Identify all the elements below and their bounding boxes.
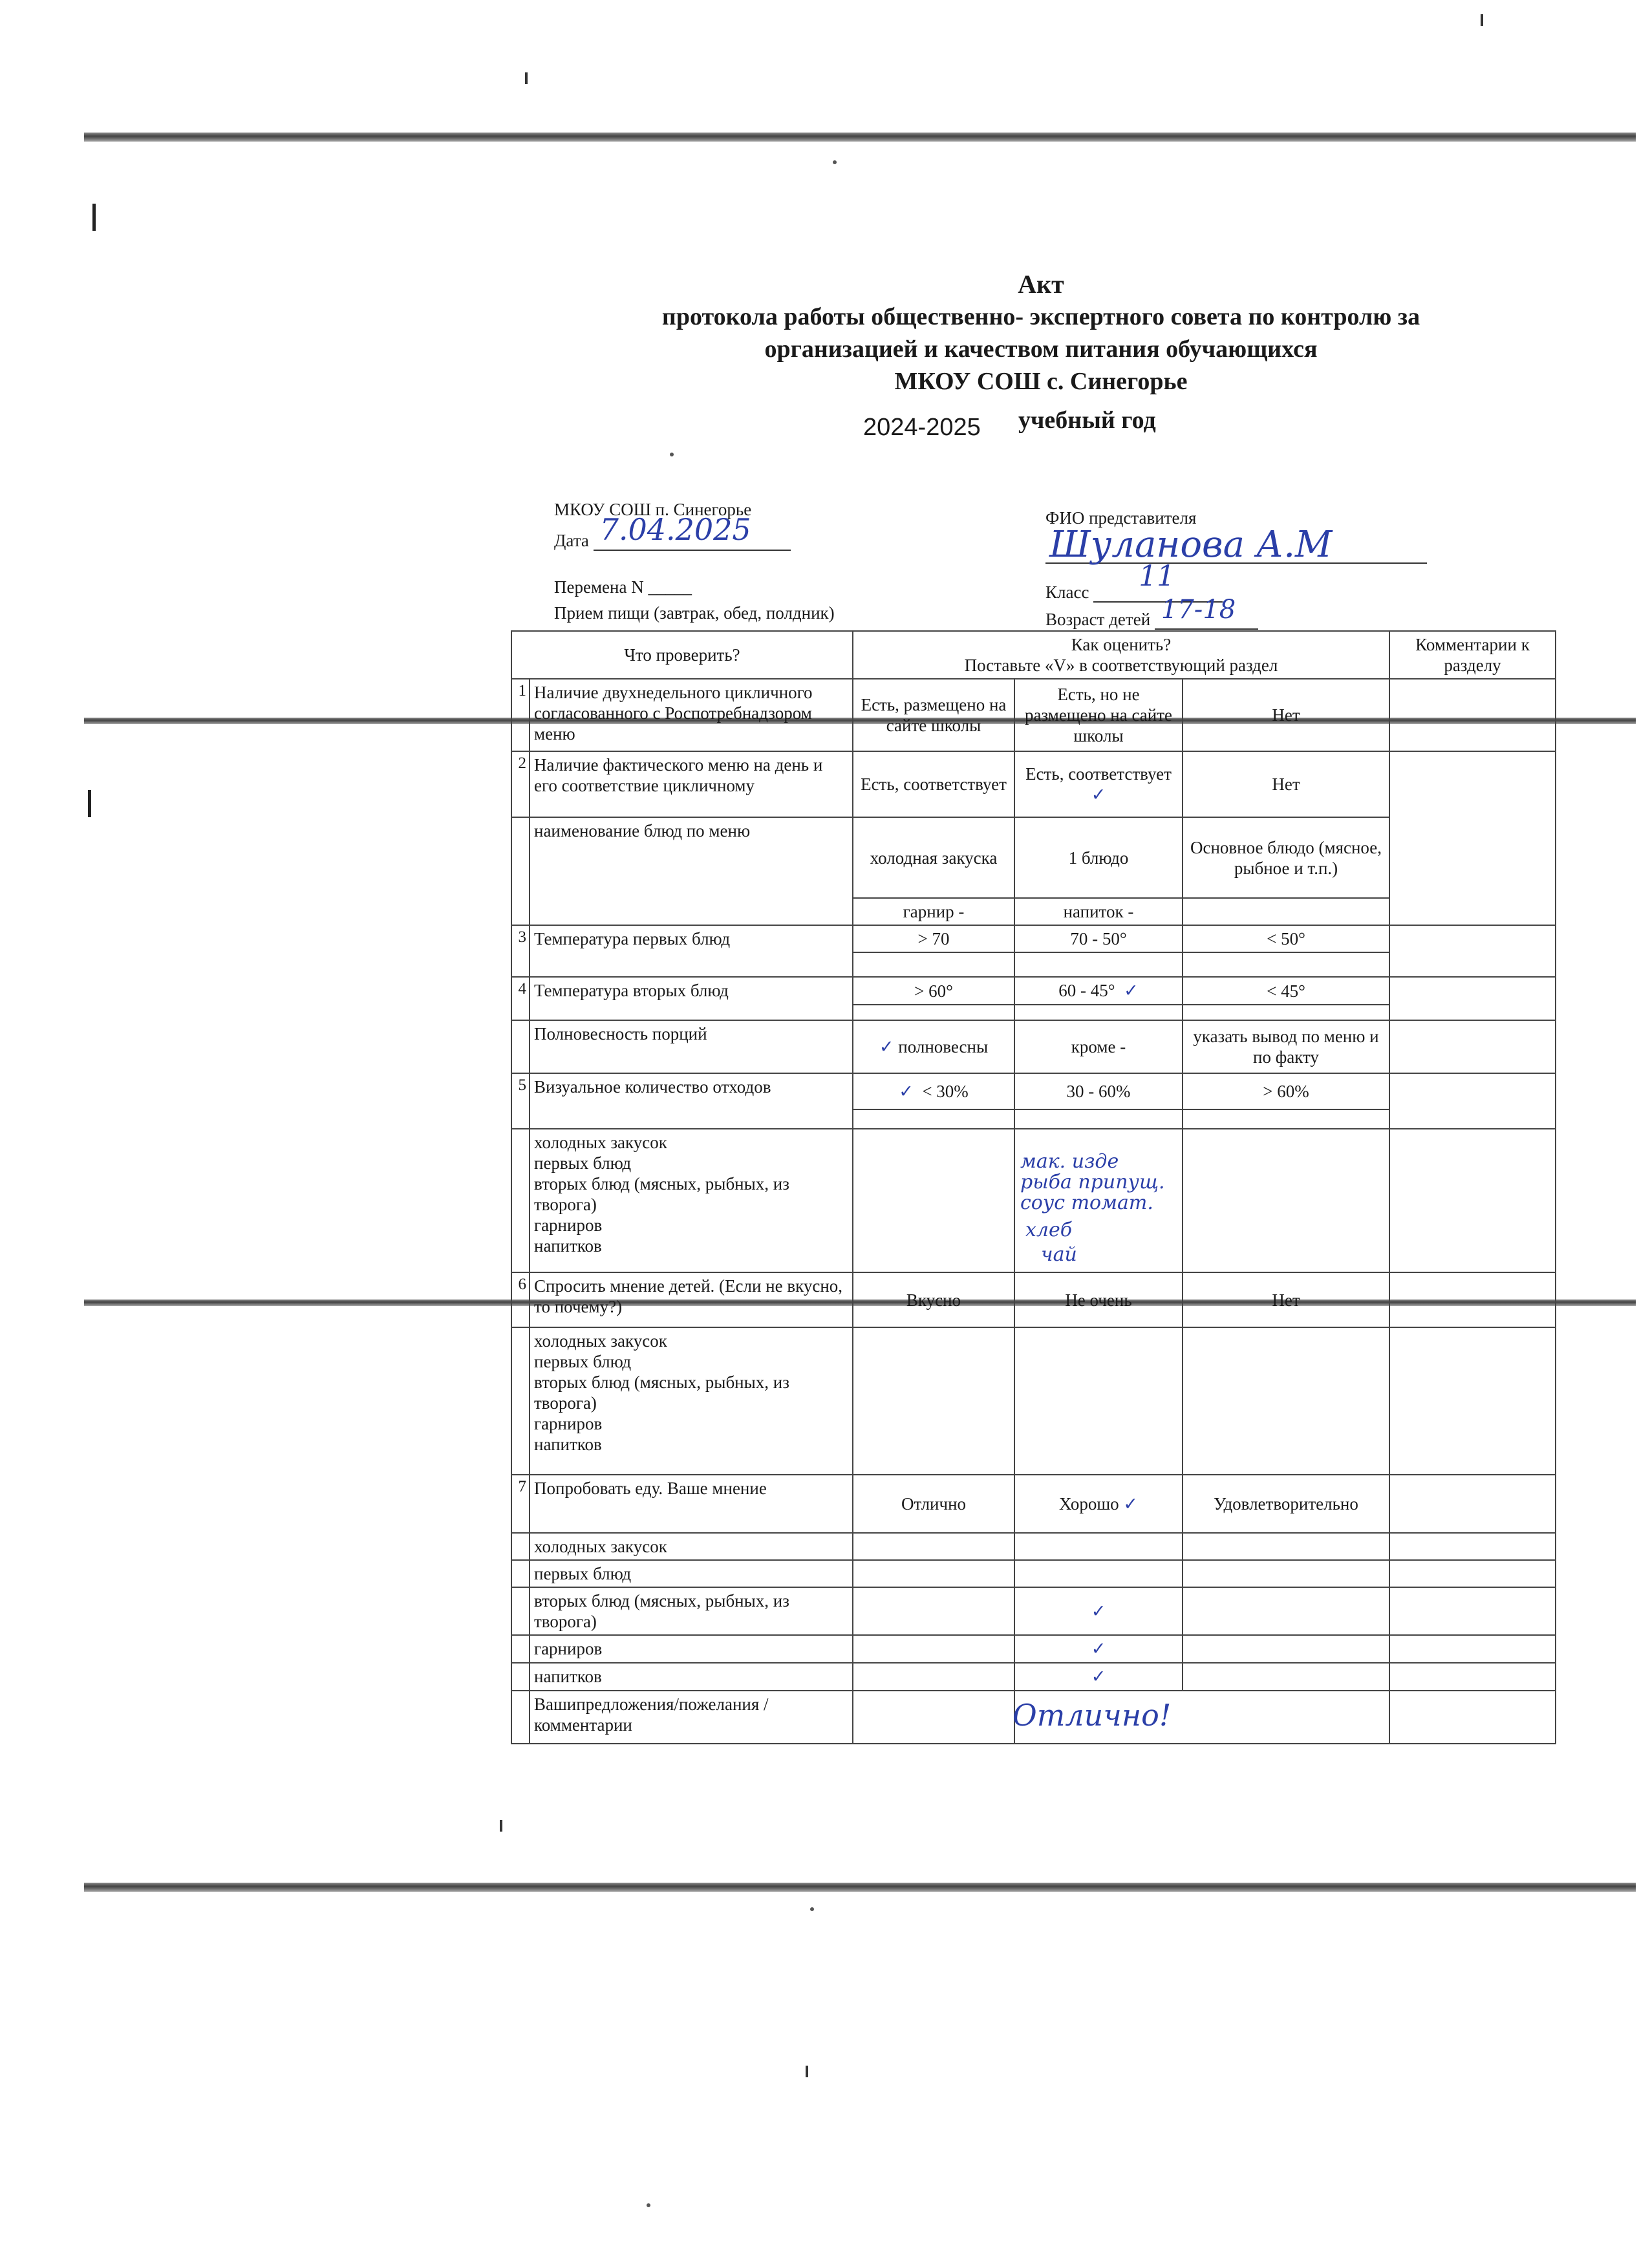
comment-cell — [1389, 1663, 1556, 1691]
row-number: 3 — [511, 925, 530, 977]
dish-label: холодных закусок — [530, 1533, 853, 1560]
dish-label: вторых блюд (мясных, рыбных, из творога) — [534, 1174, 789, 1214]
document-subtitle-2: организацией и качеством питания обучающихся — [764, 336, 1318, 363]
row-label — [530, 1327, 853, 1475]
check-mark: ✓ — [1091, 1601, 1106, 1621]
comment-cell — [1389, 1475, 1556, 1533]
blank-cell — [1014, 1533, 1183, 1560]
row-label: Визуальное количество отходов — [530, 1073, 853, 1129]
option-cell — [1014, 751, 1183, 817]
speck — [1481, 14, 1483, 26]
option-cell: > 60° — [853, 977, 1014, 1005]
row-number — [511, 1327, 530, 1475]
option-cell — [1014, 1475, 1183, 1533]
representative-label: ФИО представителя — [1045, 508, 1197, 528]
row-number — [511, 1020, 530, 1073]
handwritten-notes-cell — [1014, 1129, 1183, 1272]
comment-cell — [1389, 925, 1556, 977]
option-cell — [853, 1020, 1014, 1073]
document-title: Акт — [1018, 270, 1064, 299]
option-cell: Отлично — [853, 1475, 1014, 1533]
option-cell: указать вывод по меню и по факту — [1183, 1020, 1389, 1073]
row-number — [511, 1560, 530, 1587]
comment-cell — [1389, 751, 1556, 925]
row-number: 4 — [511, 977, 530, 1020]
check-mark: ✓ — [1123, 1493, 1138, 1514]
date-value: 7.04.2025 — [599, 512, 751, 547]
speck — [806, 2066, 808, 2077]
dish-label: напитков — [530, 1663, 853, 1691]
blank-cell — [1014, 1005, 1183, 1020]
row-number — [511, 1635, 530, 1663]
blank-cell — [853, 1635, 1014, 1663]
age-value: 17-18 — [1161, 595, 1236, 625]
class-value: 11 — [1139, 560, 1175, 593]
option-cell — [1183, 898, 1389, 925]
dish-label: первых блюд — [534, 1153, 632, 1173]
document-header — [453, 268, 1629, 398]
option-text: Хорошо — [1059, 1493, 1119, 1514]
blank-cell — [1183, 1005, 1389, 1020]
blank-cell — [1014, 952, 1183, 977]
blank-cell — [1183, 1129, 1389, 1272]
school-field-label: МКОУ СОШ п. Синегорье — [554, 500, 752, 519]
speck — [647, 2203, 650, 2207]
option-cell: Вкусно — [853, 1272, 1014, 1327]
dish-label: гарниров — [534, 1414, 603, 1433]
dish-label: вторых блюд (мясных, рыбных, из творога) — [534, 1373, 789, 1413]
comment-cell — [1389, 1691, 1556, 1744]
check-cell — [1014, 1587, 1183, 1635]
row-label: Вашипредложения/пожелания / комментарии — [530, 1691, 853, 1744]
row-label — [530, 1129, 853, 1272]
handwritten-note: чай — [1041, 1243, 1077, 1266]
option-cell: Нет — [1183, 1272, 1389, 1327]
row-number: 2 — [511, 751, 530, 817]
blank-cell — [1183, 1587, 1389, 1635]
header-rate-line1: Как оценить? — [1071, 635, 1172, 654]
comment-cell — [1389, 679, 1556, 751]
comment-cell — [1389, 1327, 1556, 1475]
option-cell — [853, 1073, 1014, 1109]
check-mark: ✓ — [1124, 981, 1139, 1001]
check-mark: ✓ — [1091, 1639, 1106, 1659]
blank-cell — [1014, 1109, 1183, 1129]
blank-cell — [853, 1327, 1014, 1475]
school-name: МКОУ СОШ с. Синегорье — [894, 368, 1188, 395]
speck — [810, 1907, 814, 1911]
dish-label: первых блюд — [534, 1352, 632, 1371]
dish-label: холодных закусок — [534, 1331, 667, 1351]
option-cell: Не очень — [1014, 1272, 1183, 1327]
speck — [88, 790, 91, 817]
row-number — [511, 817, 530, 925]
option-text: < 30% — [922, 1081, 969, 1101]
row-number — [511, 1587, 530, 1635]
check-mark: ✓ — [1091, 784, 1106, 805]
scan-line-bottom — [84, 1883, 1636, 1892]
row-number: 5 — [511, 1073, 530, 1129]
option-cell: Есть, размещено на сайте школы — [853, 679, 1014, 751]
speck — [833, 160, 837, 164]
handwritten-note: мак. изде — [1020, 1150, 1119, 1173]
blank-cell — [1183, 1533, 1389, 1560]
blank-cell — [1183, 1327, 1389, 1475]
row-number: 7 — [511, 1475, 530, 1533]
option-text: Есть, соответствует — [1025, 764, 1172, 784]
school-year: 2024-2025 — [863, 414, 981, 441]
blank-cell — [1183, 1560, 1389, 1587]
blank-cell — [853, 1005, 1014, 1020]
row-label: Наличие фактического меню на день и его соответствие цикличному — [530, 751, 853, 817]
dish-label: напитков — [534, 1236, 602, 1256]
option-cell: > 60% — [1183, 1073, 1389, 1109]
meal-label: Прием пищи (завтрак, обед, полдник) — [554, 603, 835, 623]
blank-cell — [853, 1663, 1014, 1691]
handwritten-note: хлеб — [1025, 1219, 1073, 1241]
comment-cell — [1389, 977, 1556, 1020]
option-cell: 30 - 60% — [1014, 1073, 1183, 1109]
dish-label: холодных закусок — [534, 1133, 667, 1152]
age-field — [1045, 595, 1258, 630]
comment-cell — [1389, 1587, 1556, 1635]
dish-label: вторых блюд (мясных, рыбных, из творога) — [530, 1587, 853, 1635]
comment-cell — [1389, 1560, 1556, 1587]
row-number — [511, 1129, 530, 1272]
blank-cell — [1183, 1635, 1389, 1663]
header-comment: Комментарии к разделу — [1389, 631, 1556, 679]
option-cell: Нет — [1183, 679, 1389, 751]
comment-cell — [1389, 1020, 1556, 1073]
dish-label: гарниров — [534, 1215, 603, 1235]
header-check: Что проверить? — [511, 631, 853, 679]
dish-label: первых блюд — [530, 1560, 853, 1587]
header-rate — [853, 631, 1389, 679]
handwritten-note: соус томат. — [1020, 1192, 1153, 1214]
representative-value: Шуланова А.М — [1049, 524, 1333, 566]
speck — [525, 72, 528, 84]
speck — [92, 204, 96, 231]
row-label: Попробовать еду. Ваше мнение — [530, 1475, 853, 1533]
comment-cell — [1389, 1272, 1556, 1327]
row-number — [511, 1663, 530, 1691]
row-label: Наличие двухнедельного цикличного согласованного с Роспотребнадзором меню — [530, 679, 853, 751]
blank-cell — [1014, 1560, 1183, 1587]
row-label: Спросить мнение детей. (Если не вкусно, то почему?) — [530, 1272, 853, 1327]
check-cell — [1014, 1635, 1183, 1663]
date-label: Дата — [554, 531, 589, 550]
blank-cell — [1183, 1663, 1389, 1691]
option-text: 60 - 45° — [1058, 981, 1115, 1000]
blank-cell — [1183, 1109, 1389, 1129]
date-field — [554, 512, 791, 551]
row-number — [511, 1691, 530, 1744]
document-subtitle-1: протокола работы общественно- экспертного совета по контролю за — [661, 303, 1420, 330]
suggestions-cell — [1014, 1691, 1389, 1744]
option-cell: Есть, но не размещено на сайте школы — [1014, 679, 1183, 751]
row-label: Температура вторых блюд — [530, 977, 853, 1020]
comment-cell — [1389, 1129, 1556, 1272]
blank-cell — [853, 1109, 1014, 1129]
speck — [500, 1820, 502, 1832]
option-cell: холодная закуска — [853, 817, 1014, 898]
row-label: Полновесность порций — [530, 1020, 853, 1073]
option-cell: 1 блюдо — [1014, 817, 1183, 898]
check-mark: ✓ — [899, 1081, 914, 1102]
dish-label: гарниров — [530, 1635, 853, 1663]
blank-cell — [853, 1587, 1014, 1635]
option-cell: > 70 — [853, 925, 1014, 952]
age-value-line — [1155, 595, 1258, 630]
row-label: наименование блюд по меню — [530, 817, 853, 925]
comment-cell — [1389, 1533, 1556, 1560]
option-text: полновесны — [898, 1036, 989, 1056]
check-mark: ✓ — [879, 1036, 894, 1057]
row-number: 1 — [511, 679, 530, 751]
option-cell: Удовлетворительно — [1183, 1475, 1389, 1533]
option-cell — [1014, 977, 1183, 1005]
break-label: Перемена N _____ — [554, 577, 692, 597]
date-value-line — [594, 512, 791, 551]
scan-line-top — [84, 133, 1636, 142]
representative-line — [1045, 524, 1427, 566]
blank-cell — [1014, 1327, 1183, 1475]
blank-cell — [1183, 952, 1389, 977]
class-label: Класс — [1045, 583, 1089, 602]
row-label: Температура первых блюд — [530, 925, 853, 977]
blank-cell — [853, 1691, 1014, 1744]
row-number — [511, 1533, 530, 1560]
option-cell: Основное блюдо (мясное, рыбное и т.п.) — [1183, 817, 1389, 898]
age-label: Возраст детей — [1045, 610, 1151, 629]
option-cell: кроме - — [1014, 1020, 1183, 1073]
check-mark: ✓ — [1091, 1667, 1106, 1687]
suggestions-note: Отлично! — [1012, 1697, 1172, 1733]
evaluation-table — [511, 630, 1556, 1744]
option-cell: гарнир - — [853, 898, 1014, 925]
option-cell: < 45° — [1183, 977, 1389, 1005]
blank-cell — [853, 1533, 1014, 1560]
option-cell: напиток - — [1014, 898, 1183, 925]
speck — [670, 453, 674, 456]
option-cell: Есть, соответствует — [853, 751, 1014, 817]
dish-label: напитков — [534, 1435, 602, 1454]
option-cell: Нет — [1183, 751, 1389, 817]
comment-cell — [1389, 1073, 1556, 1129]
blank-cell — [853, 1129, 1014, 1272]
check-cell — [1014, 1663, 1183, 1691]
row-number: 6 — [511, 1272, 530, 1327]
blank-cell — [853, 1560, 1014, 1587]
blank-cell — [853, 952, 1014, 977]
option-cell: 70 - 50° — [1014, 925, 1183, 952]
comment-cell — [1389, 1635, 1556, 1663]
option-cell: < 50° — [1183, 925, 1389, 952]
handwritten-note: рыба припущ. — [1020, 1171, 1165, 1193]
header-rate-line2: Поставьте «V» в соответствующий раздел — [964, 656, 1278, 675]
school-year-label: учебный год — [1018, 407, 1156, 434]
